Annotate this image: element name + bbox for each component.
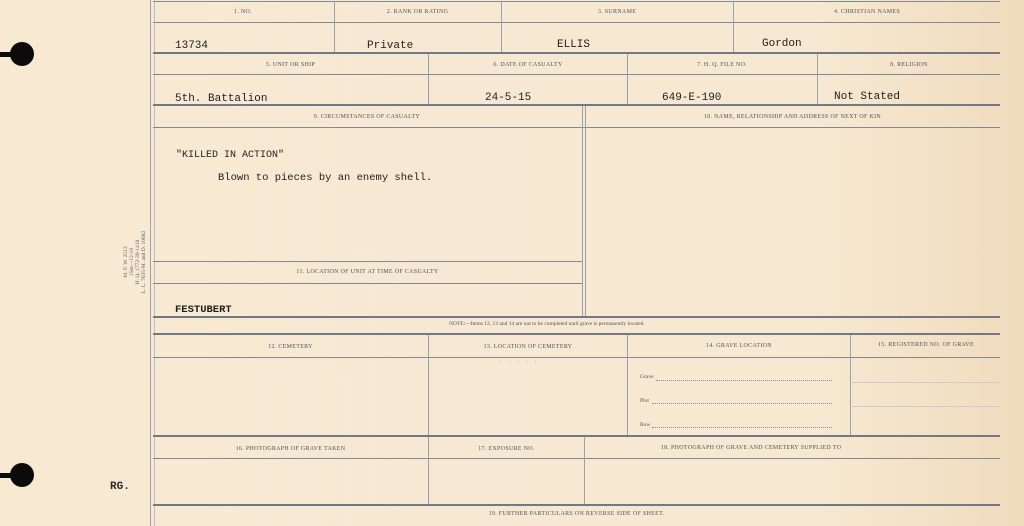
divider: [582, 106, 583, 316]
value-rank: Private: [367, 40, 414, 52]
label-unit: 5. UNIT OR SHIP: [265, 62, 316, 68]
label-surname: 3. SURNAME: [597, 9, 637, 15]
rule: [153, 261, 582, 262]
divider: [501, 1, 502, 53]
grave-line: [656, 380, 832, 381]
value-location-of-cemetery: . . . . .: [500, 358, 540, 364]
value-surname: ELLIS: [557, 39, 591, 51]
label-grave-location: 14. GRAVE LOCATION: [706, 343, 772, 349]
rule: [153, 316, 1000, 318]
rule: [153, 283, 582, 284]
rule: [153, 504, 1000, 506]
value-no: 13734: [175, 40, 209, 52]
plot-label: Plot: [640, 398, 649, 404]
rule: [153, 1, 1000, 2]
label-no: 1. NO.: [234, 9, 252, 15]
rule: [153, 333, 1000, 335]
label-exposure-no: 17. EXPOSURE NO.: [478, 446, 535, 452]
value-date: 24-5-15: [485, 92, 532, 104]
grave-label: Grave: [640, 374, 654, 380]
value-christian-names: Gordon: [762, 38, 802, 50]
label-christian-names: 4. CHRISTIAN NAMES: [834, 9, 900, 15]
rule: [852, 382, 1000, 383]
label-further-particulars: 19. FURTHER PARTICULARS ON REVERSE SIDE OF SHEET.: [488, 511, 665, 517]
rule: [153, 74, 1000, 75]
divider: [428, 335, 429, 436]
rule: [153, 127, 1000, 128]
plot-line: [652, 403, 832, 404]
label-registered-no: 15. REGISTERED NO. OF GRAVE: [878, 342, 974, 348]
divider: [428, 54, 429, 105]
punch-hole-top: [10, 42, 34, 66]
rule: [153, 104, 1000, 106]
value-religion: Not Stated: [834, 91, 901, 103]
side-print: M. F. W. 2513 15m—12-19 H. Q. 1772-39-1418 L. L. 7635-M. and D. 10682: [123, 230, 147, 294]
divider: [850, 335, 851, 436]
divider: [817, 54, 818, 105]
label-date: 6. DATE OF CASUALTY: [493, 62, 563, 68]
divider: [585, 106, 586, 316]
label-circumstances: 9. CIRCUMSTANCES OF CASUALTY: [313, 114, 421, 120]
punch-hole-bottom: [10, 463, 34, 487]
rule: [153, 52, 1000, 54]
value-location-of-unit: FESTUBERT: [175, 304, 232, 316]
value-unit: 5th. Battalion: [175, 93, 268, 105]
row-label: Row: [640, 422, 651, 428]
label-location-of-unit: 11. LOCATION OF UNIT AT TIME OF CASUALTY: [296, 269, 439, 275]
label-location-of-cemetery: 13. LOCATION OF CEMETERY: [483, 344, 573, 350]
label-hq-file: 7. H. Q. FILE NO.: [696, 62, 748, 68]
margin-mark: RG.: [110, 481, 130, 493]
note-text: NOTE:—Items 12, 13 and 14 are not to be completed until grave is permanently located.: [449, 321, 645, 327]
divider: [584, 437, 585, 505]
rule: [153, 435, 1000, 437]
label-rank: 2. RANK OR RATING: [386, 9, 449, 15]
label-religion: 8. RELIGION: [890, 62, 928, 68]
rule: [852, 406, 1000, 407]
label-cemetery: 12. CEMETERY: [268, 344, 313, 350]
value-circumstances-1: "KILLED IN ACTION": [176, 150, 285, 161]
divider: [334, 1, 335, 53]
label-photo-taken: 16. PHOTOGRAPH OF GRAVE TAKEN: [235, 446, 346, 452]
rule: [153, 458, 1000, 459]
label-photo-supplied: 18. PHOTOGRAPH OF GRAVE AND CEMETERY SUPPLIED TO: [660, 445, 842, 451]
label-next-of-kin: 10. NAME, RELATIONSHIP AND ADDRESS OF NEXT OF KIN: [703, 114, 882, 120]
divider: [627, 54, 628, 105]
divider: [733, 1, 734, 53]
row-line: [652, 427, 832, 428]
rule: [153, 357, 1000, 358]
value-hq-file: 649-E-190: [662, 92, 722, 104]
value-circumstances-2: Blown to pieces by an enemy shell.: [218, 172, 433, 184]
divider: [428, 437, 429, 505]
divider: [627, 335, 628, 436]
rule: [153, 22, 1000, 23]
